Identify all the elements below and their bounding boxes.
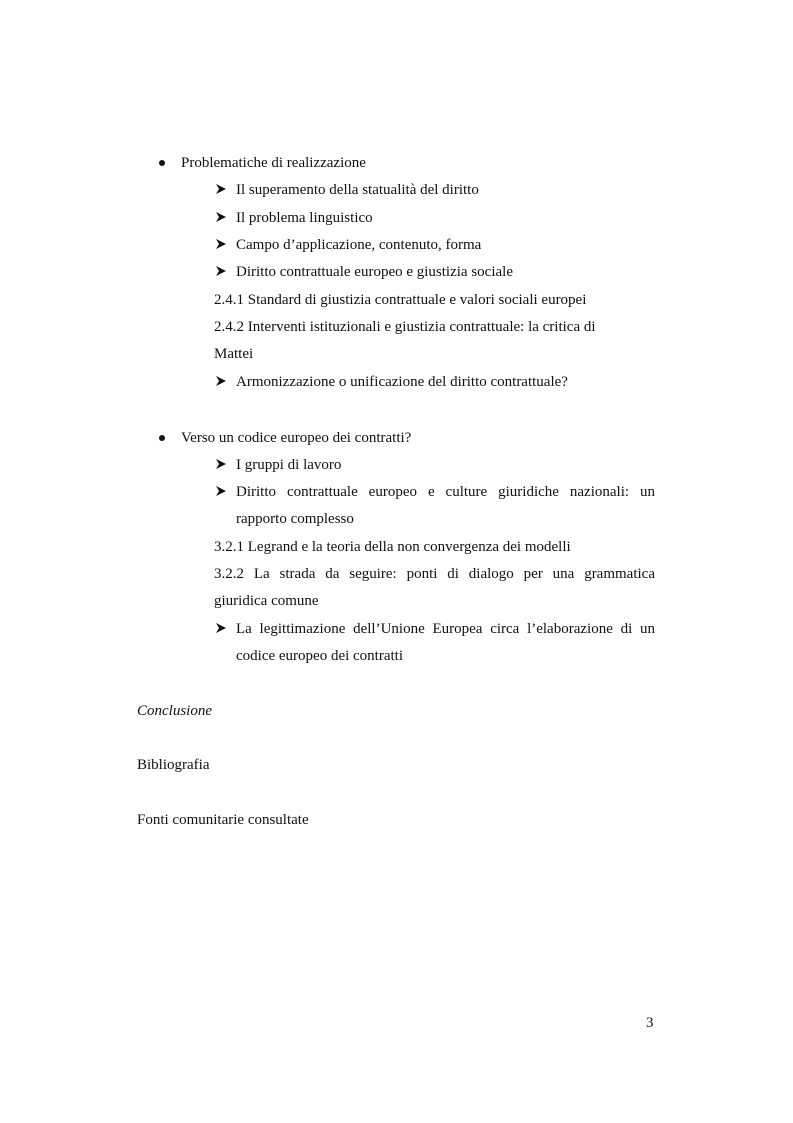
list-item: Campo d’applicazione, contenuto, forma <box>236 237 482 253</box>
subsection-item: 3.2.1 Legrand e la teoria della non convergenza dei modelli <box>214 539 571 555</box>
section-heading: Verso un codice europeo dei contratti? <box>181 430 412 446</box>
list-item: I gruppi di lavoro <box>236 457 342 473</box>
subsection-item: 2.4.2 Interventi istituzionali e giustizia contrattuale: la critica di <box>214 319 596 335</box>
bibliography-heading: Bibliografia <box>137 757 210 773</box>
list-item: La legittimazione dell’Unione Europea circa l’elaborazione di un <box>236 621 655 637</box>
arrow-bullet-icon <box>215 183 227 195</box>
page-number: 3 <box>646 1015 654 1031</box>
arrow-bullet-icon <box>215 485 227 497</box>
arrow-bullet-icon <box>215 211 227 223</box>
list-item: Diritto contrattuale europeo e giustizia sociale <box>236 264 513 280</box>
arrow-bullet-icon <box>215 622 227 634</box>
arrow-bullet-icon <box>215 238 227 250</box>
arrow-bullet-icon <box>215 265 227 277</box>
list-item-continuation: rapporto complesso <box>236 511 354 527</box>
subsection-item-continuation: Mattei <box>214 346 254 362</box>
subsection-item: 3.2.2 La strada da seguire: ponti di dialogo per una grammatica <box>214 566 655 582</box>
arrow-bullet-icon <box>215 458 227 470</box>
sources-heading: Fonti comunitarie consultate <box>137 812 309 828</box>
subsection-item: 2.4.1 Standard di giustizia contrattuale e valori sociali europei <box>214 292 587 308</box>
list-item-continuation: codice europeo dei contratti <box>236 648 404 664</box>
arrow-bullet-icon <box>215 375 227 387</box>
bullet-icon <box>159 435 165 441</box>
section-heading: Problematiche di realizzazione <box>181 155 366 171</box>
subsection-item-continuation: giuridica comune <box>214 593 319 609</box>
conclusion-heading: Conclusione <box>137 703 212 719</box>
list-item: Il problema linguistico <box>236 210 373 226</box>
bullet-icon <box>159 160 165 166</box>
list-item: Il superamento della statualità del diritto <box>236 182 479 198</box>
list-item: Armonizzazione o unificazione del diritto contrattuale? <box>236 374 568 390</box>
list-item: Diritto contrattuale europeo e culture giuridiche nazionali: un <box>236 484 655 500</box>
